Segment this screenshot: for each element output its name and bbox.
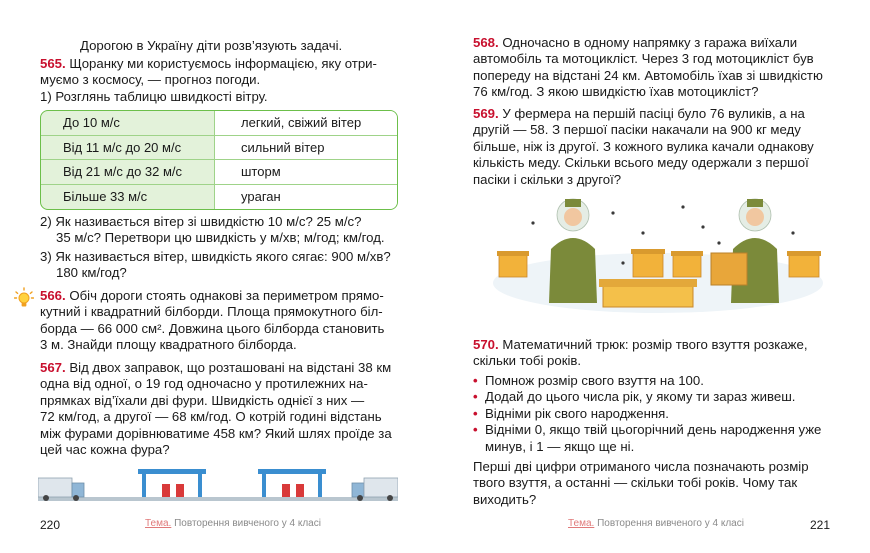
beehive-icon <box>497 251 529 277</box>
table-cell-name: легкий, свіжий вітер <box>215 111 397 135</box>
task-text-line: 3) Як називається вітер, швидкість якого сягає: 900 м/хв? <box>40 249 391 264</box>
road-trucks-illustration <box>38 464 398 504</box>
task-text-line: твого взуття, а останні — скільки тобі років. Чому так <box>473 475 798 491</box>
right-page <box>435 0 870 553</box>
task-text-line: попереду на відстані 24 км. Автомобіль їхав зі швидкістю <box>473 67 823 83</box>
lightbulb-icon <box>14 287 34 309</box>
task-text-line: 180 км/год? <box>56 265 127 281</box>
table-row <box>41 111 397 136</box>
task-567 <box>40 360 410 458</box>
task-text-line: Математичний трюк: розмір твого взуття розкаже, <box>502 337 808 352</box>
table-cell-speed: Більше 33 м/с <box>41 185 215 210</box>
table-row <box>41 160 397 185</box>
task-text-line: скільки тобі років. <box>473 353 582 369</box>
task-570 <box>473 337 858 370</box>
gas-station-icon <box>138 469 206 497</box>
trick-steps-list <box>473 373 833 455</box>
wind-speed-table <box>40 110 398 210</box>
task-text-line: борда — 66 000 см². Довжина цього білборда становить <box>40 320 385 336</box>
footer-theme-text: Повторення вивченого у 4 класі <box>597 518 744 529</box>
question-2 <box>40 214 410 247</box>
beehive-icon <box>671 251 703 277</box>
task-text-line: 72 км/год, а другої — 68 км/год. О котрій годині відстань <box>40 409 382 425</box>
footer-tema-label: Тема. <box>568 518 595 529</box>
task-568 <box>473 35 853 101</box>
task-569 <box>473 106 853 188</box>
task-number: 569. <box>473 106 499 121</box>
list-item: • Відніми рік свого народження. <box>473 406 833 422</box>
task-text-line: пасіки і скільки з другої? <box>473 171 622 187</box>
task-text-line: Обіч дороги стоять однакові за периметром прямо- <box>69 288 384 303</box>
honeycomb-frame-icon <box>711 253 747 285</box>
task-text-line: кількість меду. Скільки всього меду одержали з першої <box>473 155 809 171</box>
table-cell-name: сильний вітер <box>215 136 397 160</box>
task-text-line: Перші дві цифри отриманого числа позначають розмір <box>473 459 809 474</box>
task-number: 570. <box>473 337 499 352</box>
beehive-box-icon <box>599 279 697 307</box>
task-text-line: Одночасно в одному напрямку з гаража виїхали <box>502 35 798 50</box>
task-text-line: одна від одної, о 19 год одночасно у протилежних на- <box>40 376 368 392</box>
footer-tema-label: Тема. <box>145 518 172 529</box>
list-item: • Помнож розмір свого взуття на 100. <box>473 373 833 389</box>
page-number: 221 <box>810 518 831 532</box>
footer-theme-text: Повторення вивченого у 4 класі <box>174 518 321 529</box>
task-text-line: прямках від’їхали дві фури. Швидкість однієї з них — <box>40 392 365 408</box>
task-text-line: між фурами дорівнюватиме 458 км? Який шлях проїде за <box>40 425 392 441</box>
task-text-line: Від двох заправок, що розташовані на відстані 38 км <box>69 360 392 375</box>
beekeeper-figure <box>549 199 597 303</box>
task-number: 567. <box>40 360 66 375</box>
table-cell-name: ураган <box>215 185 397 210</box>
trick-conclusion <box>473 459 858 508</box>
beehive-icon <box>631 249 665 277</box>
table-row <box>41 136 397 161</box>
task-number: 565. <box>40 56 66 71</box>
task-text-line: автомобіль та мотоцикліст. Через 3 год мотоцикліст був <box>473 51 814 67</box>
task-text-line: 3 м. Знайди площу квадратного білборда. <box>40 337 297 353</box>
list-item: • Додай до цього числа рік, у якому ти зараз живеш. <box>473 389 833 405</box>
task-text-line: виходить? <box>473 491 537 507</box>
table-cell-speed: Від 21 м/с до 32 м/с <box>41 160 215 184</box>
task-text-line: 76 км/год. З якою швидкістю їхав мотоцикліст? <box>473 84 759 100</box>
table-cell-speed: До 10 м/с <box>41 111 215 135</box>
task-565 <box>40 56 400 105</box>
task-566 <box>40 288 405 354</box>
task-text-line: кутний і квадратний білборди. Площа прямокутного біл- <box>40 304 383 320</box>
task-text-line: більше, ніж із другої. З кожного вулика качали однакову <box>473 138 814 154</box>
task-text-line: муємо з космосу, — прогноз погоди. <box>40 72 261 88</box>
beehive-icon <box>787 251 821 277</box>
gas-station-icon <box>258 469 326 497</box>
table-row <box>41 185 397 210</box>
task-number: 566. <box>40 288 66 303</box>
footer-theme <box>145 518 321 529</box>
page-number: 220 <box>40 518 61 532</box>
list-item: • Відніми 0, якщо твій цьогорічний день народження уже минув, і 1 — якщо ще ні. <box>473 422 833 455</box>
task-text-line: 35 м/с? Перетвори цю швидкість у м/хв; м/год; км/год. <box>56 230 385 246</box>
footer-theme <box>568 518 744 529</box>
table-cell-speed: Від 11 м/с до 20 м/с <box>41 136 215 160</box>
intro-text: Дорогою в Україну діти розв’язують задачі. <box>80 38 343 53</box>
task-text-line: Щоранку ми користуємось інформацією, яку отри- <box>69 56 377 71</box>
table-cell-name: шторм <box>215 160 397 184</box>
beekeepers-illustration <box>493 193 823 315</box>
question-3 <box>40 249 410 282</box>
task-text-line: другій — 58. З першої пасіки накачали на 900 кг меду <box>473 122 801 138</box>
task-text-line: цей час кожна фура? <box>40 442 170 458</box>
task-text-line: 1) Розглянь таблицю швидкості вітру. <box>40 88 268 104</box>
task-number: 568. <box>473 35 499 50</box>
task-text-line: 2) Як називається вітер зі швидкістю 10 м/с? 25 м/с? <box>40 214 362 229</box>
task-text-line: У фермера на першій пасіці було 76 вуликів, а на <box>502 106 805 121</box>
